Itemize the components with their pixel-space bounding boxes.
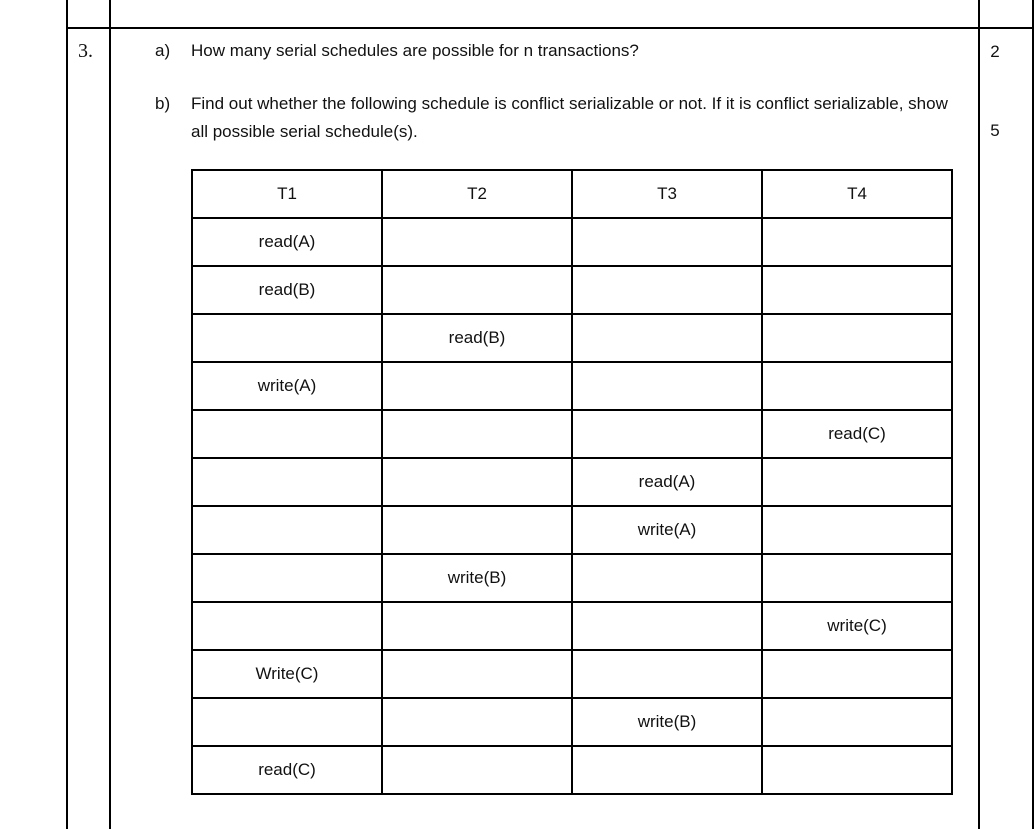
schedule-cell-t2 bbox=[382, 746, 572, 794]
part-b-label: b) bbox=[155, 94, 171, 113]
table-row bbox=[192, 746, 952, 794]
question-number: 3. bbox=[78, 40, 93, 62]
schedule-cell-t3 bbox=[572, 314, 762, 362]
schedule-cell-t4 bbox=[762, 314, 952, 362]
schedule-cell-t3 bbox=[572, 554, 762, 602]
schedule-cell-t1 bbox=[192, 698, 382, 746]
table-row bbox=[192, 362, 952, 410]
schedule-cell-t2: read(B) bbox=[382, 314, 572, 362]
schedule-cell-t2: write(B) bbox=[382, 554, 572, 602]
part-a-marks: 2 bbox=[990, 42, 1000, 61]
schedule-cell-t1 bbox=[192, 602, 382, 650]
schedule-cell-t3 bbox=[572, 362, 762, 410]
schedule-cell-t1 bbox=[192, 554, 382, 602]
schedule-cell-t1 bbox=[192, 506, 382, 554]
table-row bbox=[192, 698, 952, 746]
schedule-cell-t4 bbox=[762, 458, 952, 506]
schedule-cell-t4 bbox=[762, 266, 952, 314]
header-t4: T4 bbox=[762, 170, 952, 218]
table-row bbox=[192, 650, 952, 698]
frame-left-border bbox=[66, 0, 68, 829]
schedule-cell-t4 bbox=[762, 698, 952, 746]
schedule-cell-t1: read(B) bbox=[192, 266, 382, 314]
schedule-cell-t3: write(A) bbox=[572, 506, 762, 554]
schedule-cell-t3 bbox=[572, 266, 762, 314]
table-row bbox=[192, 458, 952, 506]
table-row bbox=[192, 218, 952, 266]
part-a-text: How many serial schedules are possible for n transactions? bbox=[191, 41, 639, 60]
schedule-cell-t1: Write(C) bbox=[192, 650, 382, 698]
schedule-cell-t2 bbox=[382, 362, 572, 410]
schedule-table bbox=[191, 169, 953, 795]
schedule-cell-t1: write(A) bbox=[192, 362, 382, 410]
schedule-cell-t2 bbox=[382, 218, 572, 266]
schedule-cell-t3 bbox=[572, 650, 762, 698]
schedule-cell-t2 bbox=[382, 650, 572, 698]
table-row bbox=[192, 314, 952, 362]
schedule-cell-t1 bbox=[192, 458, 382, 506]
schedule-cell-t4 bbox=[762, 362, 952, 410]
schedule-cell-t2 bbox=[382, 698, 572, 746]
schedule-cell-t3 bbox=[572, 746, 762, 794]
schedule-cell-t3: read(A) bbox=[572, 458, 762, 506]
schedule-cell-t1 bbox=[192, 314, 382, 362]
header-t2: T2 bbox=[382, 170, 572, 218]
schedule-cell-t4 bbox=[762, 650, 952, 698]
part-b-text: Find out whether the following schedule is conflict serializable or not. If it is conflict serializable, show all possible serial schedule(s). bbox=[191, 94, 948, 141]
schedule-cell-t4 bbox=[762, 506, 952, 554]
schedule-cell-t4 bbox=[762, 746, 952, 794]
schedule-header-row bbox=[192, 170, 952, 218]
header-t1: T1 bbox=[192, 170, 382, 218]
part-a-label: a) bbox=[155, 41, 171, 60]
schedule-cell-t4 bbox=[762, 218, 952, 266]
schedule-cell-t1: read(A) bbox=[192, 218, 382, 266]
frame-right-border bbox=[1032, 0, 1034, 829]
schedule-cell-t2 bbox=[382, 410, 572, 458]
schedule-cell-t3 bbox=[572, 602, 762, 650]
schedule-cell-t2 bbox=[382, 266, 572, 314]
schedule-cell-t4 bbox=[762, 554, 952, 602]
schedule-cell-t2 bbox=[382, 506, 572, 554]
table-row bbox=[192, 506, 952, 554]
table-row bbox=[192, 554, 952, 602]
schedule-cell-t3 bbox=[572, 410, 762, 458]
header-t3: T3 bbox=[572, 170, 762, 218]
schedule-cell-t2 bbox=[382, 458, 572, 506]
schedule-cell-t3 bbox=[572, 218, 762, 266]
part-b-marks: 5 bbox=[990, 121, 1000, 140]
schedule-cell-t4: write(C) bbox=[762, 602, 952, 650]
frame-number-column-border bbox=[109, 0, 111, 829]
table-row bbox=[192, 266, 952, 314]
table-row bbox=[192, 602, 952, 650]
frame-row-top-border bbox=[66, 27, 1034, 29]
schedule-cell-t1 bbox=[192, 410, 382, 458]
schedule-cell-t3: write(B) bbox=[572, 698, 762, 746]
schedule-cell-t4: read(C) bbox=[762, 410, 952, 458]
schedule-cell-t2 bbox=[382, 602, 572, 650]
table-row bbox=[192, 410, 952, 458]
schedule-cell-t1: read(C) bbox=[192, 746, 382, 794]
